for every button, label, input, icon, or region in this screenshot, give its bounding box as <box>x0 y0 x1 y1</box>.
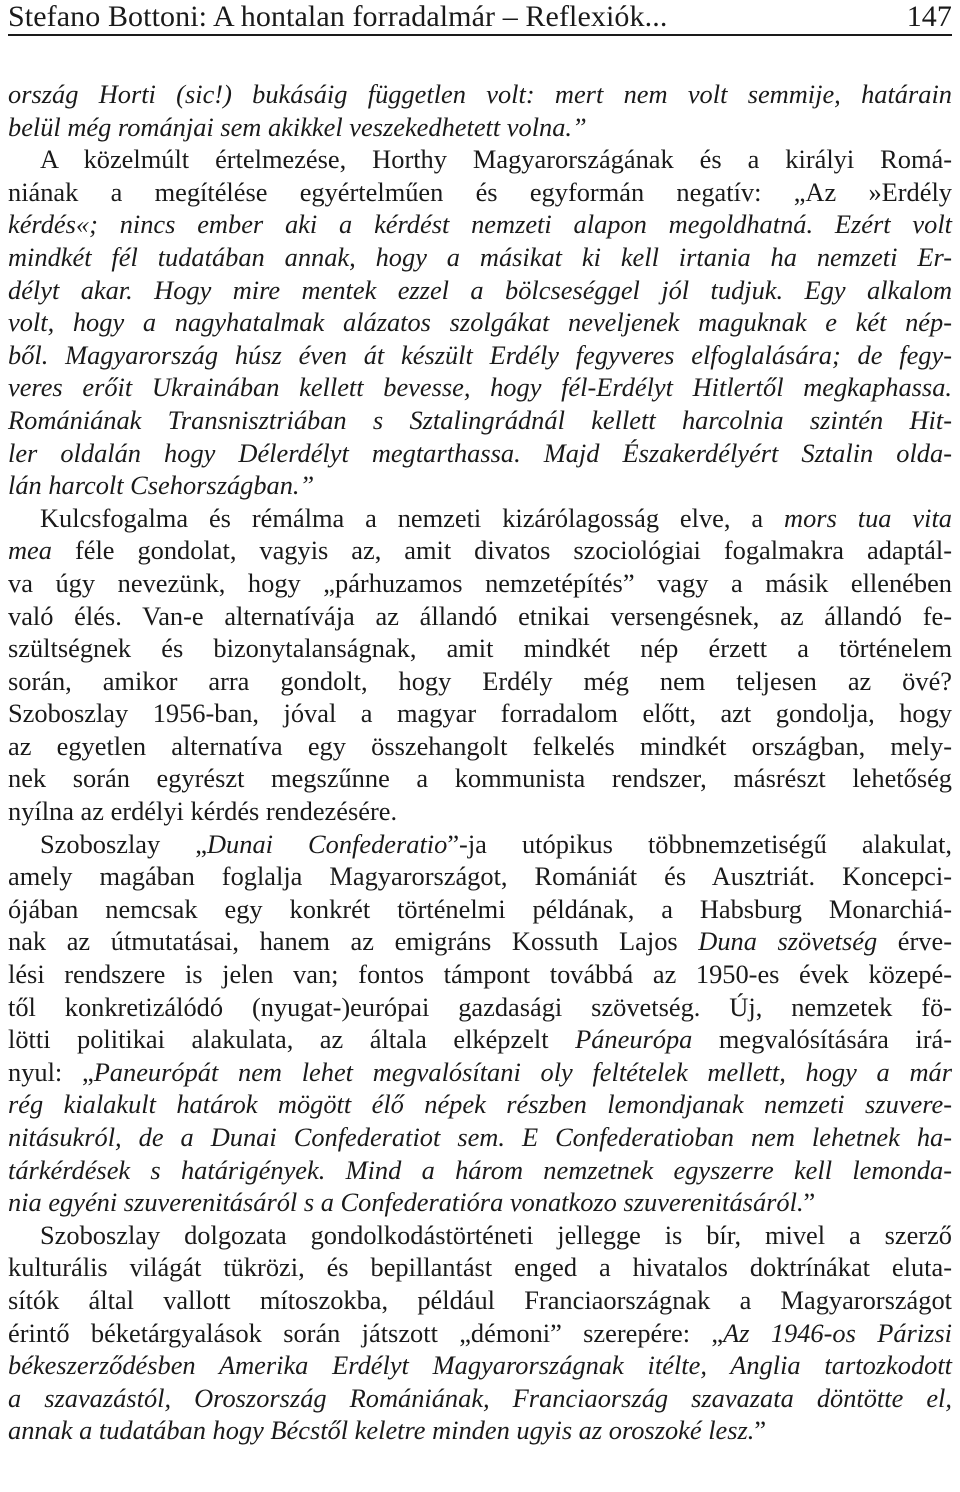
quote-text: volt, hogy a nagyhatalmak alázatos szolgákat neveljenek maguknak e két nép- <box>8 307 952 338</box>
text-line <box>8 1251 952 1284</box>
text-line <box>8 762 952 795</box>
text-line <box>8 730 952 763</box>
text-line <box>8 1414 952 1447</box>
text-span: érintő béketárgyalások során játszott „démoni” szerepére: „ <box>8 1317 724 1348</box>
text-line <box>8 143 952 176</box>
text-span: ” <box>803 1187 816 1218</box>
text-span: va úgy nevezünk, hogy „párhuzamos nemzetépítés” vagy a másik ellenében <box>8 567 952 598</box>
header-title: Stefano Bottoni: A hontalan forradalmár – Reflexiók... <box>8 0 668 33</box>
text-line <box>8 371 952 404</box>
text-line <box>8 339 952 372</box>
text-span: során, amikor arra gondolt, hogy Erdély még nem teljesen az övé? <box>8 665 952 696</box>
text-span: amely magában foglalja Magyarországot, Romániát és Ausztriát. Koncepci- <box>8 861 952 892</box>
text-line <box>8 600 952 633</box>
text-line <box>8 925 952 958</box>
quote-text: ország Horti (sic!) bukásáig független volt: mert nem volt semmije, határain <box>8 79 952 109</box>
text-line <box>8 1023 952 1056</box>
text-line <box>8 78 952 111</box>
text-span: ” <box>754 1415 767 1446</box>
text-line <box>8 697 952 730</box>
text-line <box>8 469 952 502</box>
text-line <box>8 404 952 437</box>
text-span: nyílna az erdélyi kérdés rendezésére. <box>8 796 398 827</box>
text-line <box>8 241 952 274</box>
text-span: az egyetlen alternatíva egy összehangolt felkelés mindkét országban, mely- <box>8 730 952 761</box>
text-line <box>8 795 952 828</box>
body-text <box>8 78 952 1447</box>
quote-text: ből. Magyarország húsz éven át készült Erdély fegyveres elfoglalására; de fegy- <box>8 339 952 370</box>
quote-text: Romániának Transnisztriában s Sztalingrádnál kellett harcolnia szintén Hit- <box>8 404 952 435</box>
quote-text: nitásukról, de a Dunai Confederatiot sem. E Confederatioban nem lehetnek ha- <box>8 1122 952 1152</box>
text-span: való élés. Van-e alternatívája az állandó etnikai versengésnek, az állandó fe- <box>8 600 952 631</box>
text-span: ”-ja utópikus többnemzetiségű alakulat, <box>447 828 952 859</box>
text-span: szültségnek és bizonytalanságnak, amit mindkét nép érzett a történelem <box>8 633 952 664</box>
text-line <box>8 176 952 209</box>
quote-text: ler oldalán hogy Délerdélyt megtarthassa. Majd Északerdélyért Sztalin olda- <box>8 437 952 468</box>
text-span: megvalósítására irá- <box>692 1024 952 1055</box>
text-line <box>8 893 952 926</box>
quote-text: Paneurópát nem lehet megvalósítani oly feltételek mellett, hogy a már <box>93 1056 952 1087</box>
quote-text: tárkérdések s határigények. Mind a három nemzetnek egyszerre kell lemonda- <box>8 1154 952 1185</box>
text-span: ójában nemcsak egy konkrét történelmi példának, a Habsburg Monarchiá- <box>8 893 952 924</box>
italic-term: Dunai Confederatio <box>207 828 448 859</box>
text-line <box>8 1284 952 1317</box>
text-span: lési rendszere is jelen van; fontos támpont továbbá az 1950-es évek közepé- <box>8 959 952 990</box>
text-line <box>8 111 952 144</box>
text-span: nak az útmutatásai, hanem az emigráns Kossuth Lajos <box>8 926 699 957</box>
quote-text: a szavazástól, Oroszország Romániának, Franciaország szavazata döntötte el, <box>8 1382 952 1413</box>
document-page <box>8 0 952 1447</box>
quote-text: rég kialakult határok mögött élő népek részben lemondjanak nemzeti szuvere- <box>8 1089 952 1120</box>
text-span: Szoboszlay „ <box>40 828 207 859</box>
text-line <box>8 274 952 307</box>
text-span: niának a megítélése egyértelműen és egyformán negatív: „Az »Erdély <box>8 176 952 207</box>
text-line <box>8 1219 952 1252</box>
text-span: Szoboszlay dolgozata gondolkodástörténeti jellegge is bír, mivel a szerző <box>40 1219 952 1250</box>
quote-text: lán harcolt Csehországban.” <box>8 470 315 501</box>
quote-text: nia egyéni szuverenitásáról s a Confederatióra vonatkozo szuverenitásáról. <box>8 1187 804 1218</box>
text-line <box>8 1056 952 1089</box>
italic-term: Páneurópa <box>575 1024 693 1055</box>
quote-text: veres erőit Ukrainában kellett bevesse, hogy fél-Erdélyt Hitlertől megkaphassa. <box>8 372 952 403</box>
quote-text: mindkét fél tudatában annak, hogy a másikat ki kell irtania ha nemzeti Er- <box>8 241 952 272</box>
text-line <box>8 1121 952 1154</box>
quote-text: békeszerződésben Amerika Erdélyt Magyarországnak itélte, Anglia tartozkodott <box>8 1350 952 1381</box>
text-span: Szoboszlay 1956-ban, jóval a magyar forradalom előtt, azt gondolja, hogy <box>8 698 952 729</box>
text-span: nyul: „ <box>8 1056 94 1087</box>
text-line <box>8 991 952 1024</box>
text-line <box>8 860 952 893</box>
text-line <box>8 1154 952 1187</box>
text-line <box>8 958 952 991</box>
italic-term: mea <box>8 535 52 566</box>
text-span: nek során egyrészt megszűnne a kommunista rendszer, másrészt lehetőség <box>8 763 952 794</box>
text-line <box>8 632 952 665</box>
quote-text: délyt akar. Hogy mire mentek ezzel a bölcseséggel jól tudjuk. Egy alkalom <box>8 274 952 305</box>
quote-text: belül még románjai sem akikkel veszekedhetett volna.” <box>8 111 587 142</box>
text-span: Kulcsfogalma és rémálma a nemzeti kizárólagosság elve, a <box>40 502 785 533</box>
text-span: sítók által vallott mítoszokba, például Franciaországnak a Magyarországot <box>8 1284 952 1315</box>
text-span: A közelmúlt értelmezése, Horthy Magyarországának és a királyi Romá- <box>40 144 952 175</box>
text-span: lötti politikai alakulata, az általa elképzelt <box>8 1024 576 1055</box>
text-line <box>8 534 952 567</box>
quote-text: annak a tudatában hogy Bécstől keletre minden ugyis az oroszoké lesz. <box>8 1415 755 1446</box>
text-line <box>8 1317 952 1350</box>
text-span: től konkretizálódó (nyugat-)európai gazdasági szövetség. Új, nemzetek fö- <box>8 991 952 1022</box>
text-line <box>8 306 952 339</box>
text-line <box>8 1088 952 1121</box>
text-span: féle gondolat, vagyis az, amit divatos szociológiai fogalmakra adaptál- <box>51 535 952 566</box>
text-line <box>8 437 952 470</box>
text-span: kulturális világát tükrözi, és bepillantást enged a hivatalos doktrínákat eluta- <box>8 1252 952 1283</box>
text-span: érve- <box>877 926 952 957</box>
text-line <box>8 208 952 241</box>
text-line <box>8 665 952 698</box>
running-header <box>8 0 952 36</box>
italic-term: mors tua vita <box>784 502 952 533</box>
quote-text: kérdés«; nincs ember aki a kérdést nemzeti alapon megoldhatná. Ezért volt <box>8 209 952 240</box>
text-line <box>8 1186 952 1219</box>
text-line <box>8 1382 952 1415</box>
text-line <box>8 567 952 600</box>
page-number: 147 <box>906 0 952 33</box>
quote-text: Az 1946-os Párizsi <box>723 1317 952 1348</box>
text-line <box>8 1349 952 1382</box>
text-line <box>8 828 952 861</box>
text-line <box>8 502 952 535</box>
italic-term: Duna szövetség <box>698 926 878 957</box>
